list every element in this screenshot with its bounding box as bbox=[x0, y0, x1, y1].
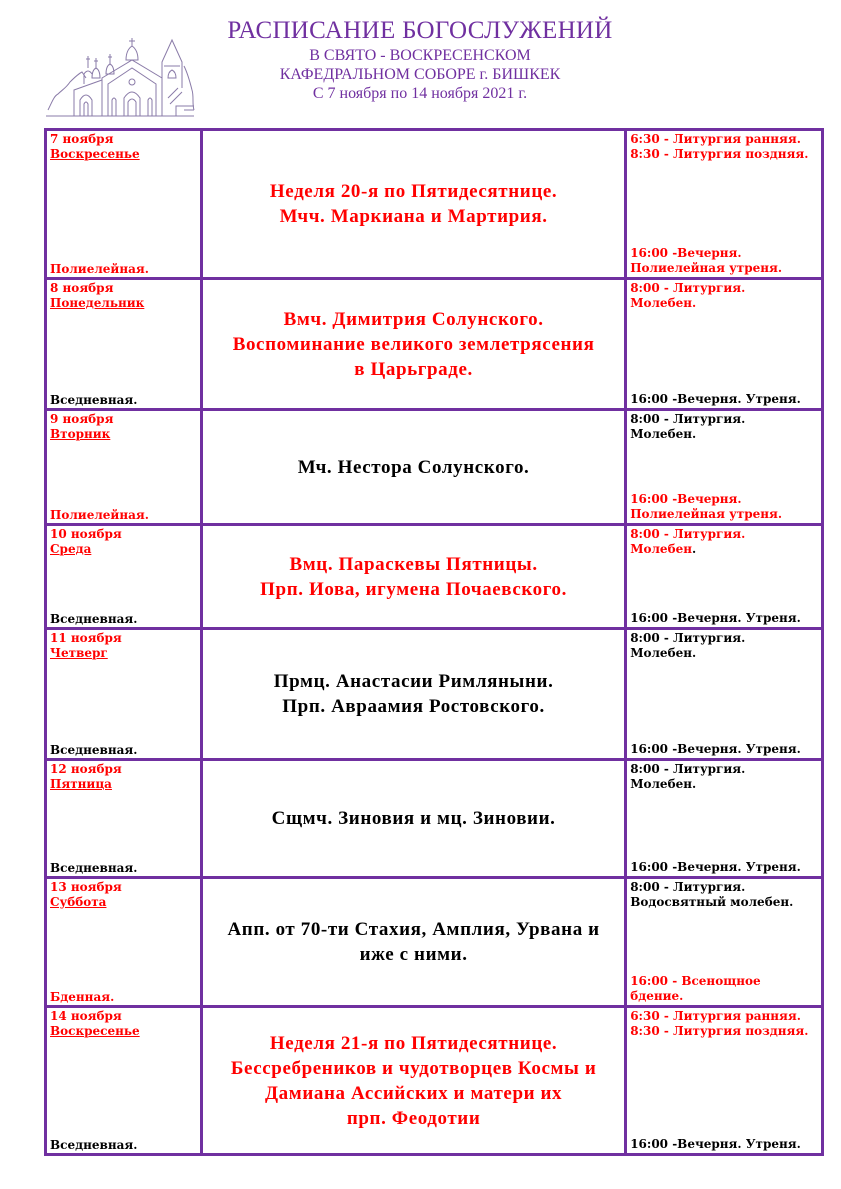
day-cell bbox=[46, 1007, 202, 1155]
feast-cell bbox=[202, 760, 626, 878]
feast-line: иже с ними. bbox=[359, 944, 468, 965]
feast-cell bbox=[202, 1007, 626, 1155]
service-text: 8:00 - Литургия. bbox=[630, 412, 746, 426]
feast-text bbox=[203, 879, 624, 1005]
service-line: 16:00 -Вечерня. bbox=[630, 492, 742, 506]
feast-text bbox=[203, 630, 624, 758]
service-line bbox=[630, 527, 821, 542]
services-cell bbox=[626, 878, 823, 1007]
service-text: 8:30 - Литургия поздняя. bbox=[630, 147, 809, 161]
weekday-label: Воскресенье bbox=[50, 147, 140, 161]
service-line bbox=[630, 646, 821, 661]
feast-line: Бессребреников и чудотворцев Космы и bbox=[230, 1057, 597, 1079]
service-rank: Вседневная. bbox=[50, 743, 138, 757]
feast-line: Прп. Авраамия Ростовского. bbox=[282, 696, 545, 717]
service-line: 16:00 -Вечерня. Утреня. bbox=[630, 1137, 801, 1151]
date-label: 7 ноября bbox=[50, 132, 114, 146]
service-text: Молебен. bbox=[630, 777, 697, 791]
service-line bbox=[630, 542, 821, 557]
cathedral-drawing-icon bbox=[44, 38, 199, 120]
feast-line: Мч. Нестора Солунского. bbox=[297, 456, 530, 478]
service-line: Полиелейная утреня. bbox=[630, 261, 783, 275]
service-line bbox=[630, 880, 821, 895]
evening-services bbox=[630, 392, 819, 407]
services-cell bbox=[626, 130, 823, 279]
day-cell bbox=[46, 525, 202, 629]
morning-services bbox=[627, 879, 821, 910]
schedule-row bbox=[46, 760, 823, 878]
feast-cell bbox=[202, 130, 626, 279]
schedule-row bbox=[46, 130, 823, 279]
feast-cell bbox=[202, 525, 626, 629]
schedule-row bbox=[46, 279, 823, 410]
service-text: 6:30 - Литургия ранняя. bbox=[630, 1009, 801, 1023]
schedule-row bbox=[46, 525, 823, 629]
feast-cell bbox=[202, 410, 626, 525]
feast-line: Прп. Иова, игумена Почаевского. bbox=[260, 578, 567, 600]
service-text: 8:00 - Литургия. bbox=[630, 281, 746, 295]
weekday-label: Суббота bbox=[50, 895, 107, 909]
schedule-row bbox=[46, 629, 823, 760]
service-line: 16:00 -Вечерня. Утреня. bbox=[630, 860, 801, 874]
service-line bbox=[630, 1009, 821, 1024]
evening-services bbox=[630, 492, 819, 522]
day-cell bbox=[46, 878, 202, 1007]
day-cell bbox=[46, 410, 202, 525]
title-block bbox=[185, 16, 655, 103]
feast-text bbox=[203, 1008, 624, 1153]
service-line bbox=[630, 147, 821, 162]
page-header bbox=[0, 0, 841, 125]
feast-line: Воспоминание великого землетрясения bbox=[232, 333, 595, 355]
feast-line: Вмц. Параскевы Пятницы. bbox=[289, 553, 538, 575]
service-text: 8:00 - Литургия. bbox=[630, 880, 746, 894]
service-line bbox=[630, 132, 821, 147]
evening-services bbox=[630, 860, 819, 875]
service-rank: Полиелейная. bbox=[50, 262, 149, 276]
day-cell bbox=[46, 130, 202, 279]
feast-text bbox=[203, 131, 624, 277]
morning-services bbox=[627, 131, 821, 162]
service-rank: Вседневная. bbox=[50, 1138, 138, 1152]
weekday-label: Среда bbox=[50, 542, 92, 556]
service-rank: Вседневная. bbox=[50, 612, 138, 626]
weekday-label: Четверг bbox=[50, 646, 108, 660]
feast-line: Неделя 20-я по Пятидесятнице. bbox=[269, 181, 558, 202]
services-cell bbox=[626, 525, 823, 629]
feast-cell bbox=[202, 279, 626, 410]
weekday-label: Пятница bbox=[50, 777, 112, 791]
service-line bbox=[630, 777, 821, 792]
schedule-row bbox=[46, 410, 823, 525]
feast-line: в Царьграде. bbox=[354, 358, 473, 380]
date-label: 12 ноября bbox=[50, 762, 122, 776]
day-cell bbox=[46, 760, 202, 878]
subtitle-line-1: В СВЯТО - ВОСКРЕСЕНСКОМ bbox=[309, 47, 531, 64]
service-text: Молебен. bbox=[630, 296, 697, 310]
date-label: 11 ноября bbox=[50, 631, 122, 645]
feast-text bbox=[203, 526, 624, 627]
service-text: 8:00 - Литургия. bbox=[630, 527, 746, 541]
feast-text bbox=[203, 761, 624, 876]
service-line: 16:00 -Вечерня. Утреня. bbox=[630, 742, 801, 756]
subtitle-line-2: КАФЕДРАЛЬНОМ СОБОРЕ г. БИШКЕК bbox=[279, 66, 561, 83]
feast-line: Неделя 21-я по Пятидесятнице. bbox=[269, 1032, 558, 1054]
morning-services bbox=[627, 761, 821, 792]
day-cell bbox=[46, 279, 202, 410]
morning-services bbox=[627, 411, 821, 442]
service-line bbox=[630, 427, 821, 442]
feast-cell bbox=[202, 629, 626, 760]
services-cell bbox=[626, 279, 823, 410]
weekday-label: Понедельник bbox=[50, 296, 145, 310]
feast-line: Прмц. Анастасии Римляныни. bbox=[273, 671, 554, 692]
feast-line: Сщмч. Зиновия и мц. Зиновии. bbox=[271, 808, 556, 829]
service-line bbox=[630, 895, 821, 910]
service-line: 16:00 -Вечерня. Утреня. bbox=[630, 611, 801, 625]
feast-text bbox=[203, 280, 624, 408]
service-rank: Бденная. bbox=[50, 990, 115, 1004]
service-line: Полиелейная утреня. bbox=[630, 507, 783, 521]
service-rank: Полиелейная. bbox=[50, 508, 149, 522]
service-line: бдение. bbox=[630, 989, 684, 1003]
evening-services bbox=[630, 246, 819, 276]
service-rank: Вседневная. bbox=[50, 861, 138, 875]
service-line bbox=[630, 631, 821, 646]
evening-services bbox=[630, 611, 819, 626]
weekday-label: Вторник bbox=[50, 427, 111, 441]
service-text: Молебен. bbox=[630, 427, 697, 441]
service-line: 16:00 -Вечерня. bbox=[630, 246, 742, 260]
date-label: 8 ноября bbox=[50, 281, 114, 295]
feast-line: Вмч. Димитрия Солунского. bbox=[283, 308, 544, 330]
service-line bbox=[630, 296, 821, 311]
service-line bbox=[630, 762, 821, 777]
morning-services bbox=[627, 526, 821, 557]
service-rank: Вседневная. bbox=[50, 393, 138, 407]
morning-services bbox=[627, 630, 821, 661]
feast-line: Дамиана Ассийских и матери их bbox=[265, 1082, 563, 1104]
service-text: 8:00 - Литургия. bbox=[630, 631, 746, 645]
service-line bbox=[630, 1024, 821, 1039]
weekday-label: Воскресенье bbox=[50, 1024, 140, 1038]
date-label: 9 ноября bbox=[50, 412, 114, 426]
service-text: Водосвятный молебен. bbox=[630, 895, 794, 909]
page-title: РАСПИСАНИЕ БОГОСЛУЖЕНИЙ bbox=[227, 17, 613, 44]
feast-line: Апп. от 70-ти Стахия, Амплия, Урвана и bbox=[227, 919, 600, 940]
evening-services bbox=[630, 974, 819, 1004]
feast-cell bbox=[202, 878, 626, 1007]
services-cell bbox=[626, 410, 823, 525]
service-line bbox=[630, 412, 821, 427]
service-line bbox=[630, 281, 821, 296]
evening-services bbox=[630, 742, 819, 757]
services-cell bbox=[626, 760, 823, 878]
schedule-table bbox=[44, 128, 824, 1156]
feast-line: прп. Феодотии bbox=[346, 1107, 481, 1129]
date-label: 13 ноября bbox=[50, 880, 122, 894]
morning-services bbox=[627, 280, 821, 311]
service-text: Молебен bbox=[630, 542, 692, 556]
feast-line: Мчч. Маркиана и Мартирия. bbox=[279, 206, 548, 227]
feast-text bbox=[203, 411, 624, 523]
date-label: 14 ноября bbox=[50, 1009, 122, 1023]
date-label: 10 ноября bbox=[50, 527, 122, 541]
evening-services bbox=[630, 1137, 819, 1152]
service-text: 8:30 - Литургия поздняя. bbox=[630, 1024, 809, 1038]
schedule-row bbox=[46, 1007, 823, 1155]
service-line: 16:00 -Вечерня. Утреня. bbox=[630, 392, 801, 406]
services-cell bbox=[626, 1007, 823, 1155]
day-cell bbox=[46, 629, 202, 760]
schedule-row bbox=[46, 878, 823, 1007]
service-suffix: . bbox=[692, 542, 697, 556]
services-cell bbox=[626, 629, 823, 760]
morning-services bbox=[627, 1008, 821, 1039]
service-line: 16:00 - Всенощное bbox=[630, 974, 761, 988]
service-text: Молебен. bbox=[630, 646, 697, 660]
service-text: 6:30 - Литургия ранняя. bbox=[630, 132, 801, 146]
service-text: 8:00 - Литургия. bbox=[630, 762, 746, 776]
date-range: С 7 ноября по 14 ноября 2021 г. bbox=[312, 85, 528, 102]
